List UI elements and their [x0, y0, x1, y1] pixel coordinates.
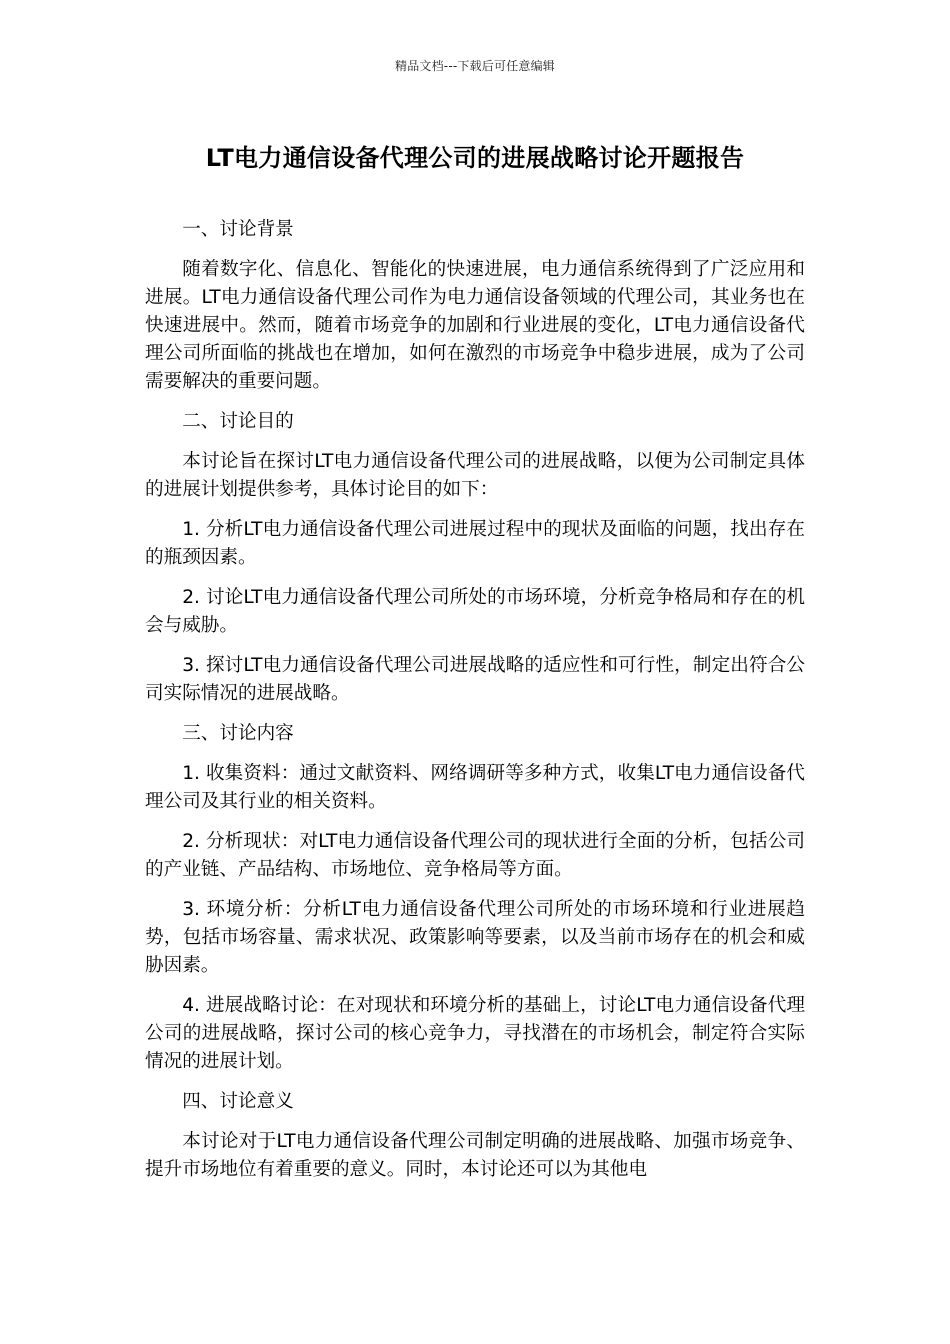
section-heading-purpose: 二、讨论目的 — [182, 411, 294, 432]
header-note: 精品文档---下载后可任意编辑 — [395, 59, 555, 73]
paragraph: 随着数字化、信息化、智能化的快速进展，电力通信系统得到了广泛应用和进展。LT电力通信设备代理公司作为电力通信设备领域的代理公司，其业务也在快速进展中。然而，随着市场竞争的加剧和行业进展的变化，LT电力通信设备代理公司所面临的挑战也在增加，如何在激烈的市场竞争中稳步进展，成为了公司需要解决的重要问题。 — [145, 259, 805, 392]
list-item: 1. 分析LT电力通信设备代理公司进展过程中的现状及面临的问题，找出存在的瓶颈因素。 — [145, 519, 805, 568]
document-body — [145, 216, 805, 1196]
list-item: 4. 进展战略讨论：在对现状和环境分析的基础上，讨论LT电力通信设备代理公司的进展战略，探讨公司的核心竞争力，寻找潜在的市场机会，制定符合实际情况的进展计划。 — [145, 995, 805, 1072]
document-title: LT电力通信设备代理公司的进展战略讨论开题报告 — [205, 144, 745, 172]
section-heading-background: 一、讨论背景 — [182, 219, 294, 240]
section-heading-content: 三、讨论内容 — [182, 723, 294, 744]
paragraph: 本讨论对于LT电力通信设备代理公司制定明确的进展战略、加强市场竞争、提升市场地位有着重要的意义。同时，本讨论还可以为其他电 — [145, 1131, 805, 1180]
list-item: 3. 环境分析：分析LT电力通信设备代理公司所处的市场环境和行业进展趋势，包括市场容量、需求状况、政策影响等要素，以及当前市场存在的机会和威胁因素。 — [145, 899, 805, 976]
list-item: 2. 讨论LT电力通信设备代理公司所处的市场环境，分析竞争格局和存在的机会与威胁。 — [145, 587, 805, 636]
section-heading-significance: 四、讨论意义 — [182, 1091, 294, 1112]
list-item: 2. 分析现状：对LT电力通信设备代理公司的现状进行全面的分析，包括公司的产业链、产品结构、市场地位、竞争格局等方面。 — [145, 831, 805, 880]
list-item: 3. 探讨LT电力通信设备代理公司进展战略的适应性和可行性，制定出符合公司实际情况的进展战略。 — [145, 655, 805, 704]
list-item: 1. 收集资料：通过文献资料、网络调研等多种方式，收集LT电力通信设备代理公司及其行业的相关资料。 — [145, 763, 805, 812]
paragraph: 本讨论旨在探讨LT电力通信设备代理公司的进展战略，以便为公司制定具体的进展计划提供参考，具体讨论目的如下： — [145, 451, 805, 500]
